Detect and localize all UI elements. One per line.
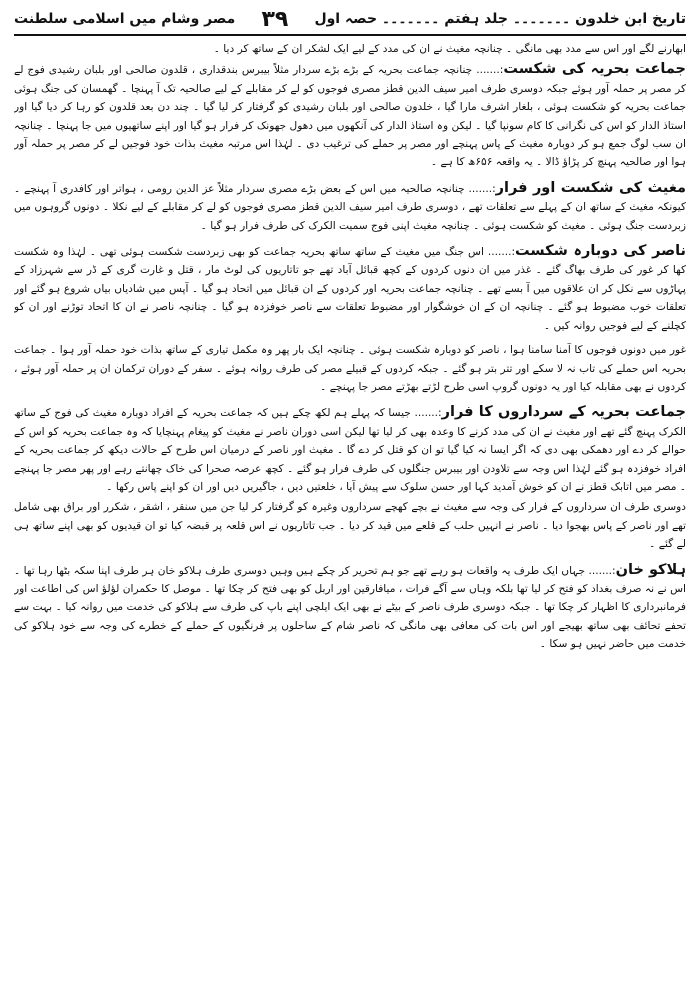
section-heading: ناصر کی دوبارہ شکست	[515, 243, 686, 260]
paragraph-jamaat-defeat	[14, 60, 686, 171]
paragraph-nasir-defeat	[14, 242, 686, 335]
paragraph-text: اس جنگ میں مغیث کے ساتھ ساتھ بحریہ جماعت کو بھی زبردست شکست ہوئی تھی ۔ لہٰذا وہ شکست کھا کر غور کی طرف بھاگ گئے ۔ غذر میں ان دنوں کردوں کے کچھ قبائل آباد تھے جو تاتاریوں کی لوٹ مار ، قتل و غارت گری کے ڈر سے شہرزاد کے پہاڑوں سے نکل کر ان علاقوں میں آ بسے تھے ۔ چنانچہ جماعت بحریہ اور کردوں کے ان قبائل میں اتحاد ہو گیا ۔ آپس میں شادیاں بیاں شروع ہو گئے اور تعلقات خوب مضبوط ہو گئے ۔ چنانچہ ان کے ان خوشگوار اور مضبوط تعلقات سے ناصر خوفزدہ ہو گیا ۔ چنانچہ ناصر نے ان کا اتحاد توڑنے اور ان کو کچلنے کے لیے فوجیں روانہ کیں ۔	[14, 246, 686, 332]
page-body	[14, 40, 686, 977]
paragraph-other-sardars	[14, 498, 686, 553]
paragraph-text: دوسری طرف ان سرداروں کے فرار کی وجہ سے مغیث نے بچے کھچے سرداروں وغیرہ کو گرفتار کر لیا جن میں سنقر ، اشقر ، شکرر اور براق بھی شامل تھے اور ناصر کے پاس بھجوا دیا ۔ ناصر نے انہیں حلب کے قلعے میں قید کر دیا ۔ جب تاتاریوں نے اس قلعہ پر قبضہ کیا تو ان قیدیوں کو بھی اپنے ساتھ ہی لے گئے ۔	[14, 501, 686, 551]
paragraph-ghor	[14, 341, 686, 396]
page-number: ۳۹	[261, 6, 289, 32]
section-heading: مغیث کی شکست اور فرار	[495, 179, 686, 196]
paragraph-text: غور میں دونوں فوجوں کا آمنا سامنا ہوا ، ناصر کو دوبارہ شکست ہوئی ۔ چنانچہ ایک بار پھر وہ مکمل تیاری کے ساتھ بذات خود حملہ آور ہوا ۔ جماعت بحریہ اس حملے کی تاب نہ لا سکے اور تتر بتر ہو گئے ۔ جبکہ کردوں کے قبیلے مصر کی طرف روانہ ہوئے ۔ سفر کے دوران ترکمان ان پر حملہ آور ہوئے ، کردوں نے بھی مقابلہ کیا اور یہ دونوں گروپ اسی طرح لڑتے بھڑتے مصر جا پہنچے ۔	[14, 344, 686, 393]
section-heading: جماعت بحریہ کی شکست	[503, 61, 686, 78]
section-title: مصر وشام میں اسلامی سلطنت	[14, 11, 236, 27]
paragraph-text: چنانچہ صالحیہ میں اس کے بعض بڑے مصری سردار مثلاً عز الدین رومی ، ہواتر اور کافدری آ پہنچے ۔ کیونکہ مغیث کے ساتھ ان کے پہلے سے تعلقات تھے ، دوسری طرف امیر سیف الدین قطز مصری فوجوں کو لے کر مقابلے کے لیے نکلا ۔ دونوں گروہوں میں زبردست جنگ ہوئی ۔ مغیث کو شکست ہوئی ۔ چنانچہ مغیث اپنی فوج سمیت الکرک کی طرف فرار ہو گیا ۔	[14, 182, 686, 232]
paragraph-text: جیسا کہ پہلے ہم لکھ چکے ہیں کہ جماعت بحریہ کے افراد دوبارہ مغیث کی فوج کے ساتھ الکرک پہنچ گئے تھے اور مغیث نے ان کی مدد کرنے کا وعدہ بھی کر لیا تھا لیکن اسی دوران ناصر نے مغیث کو پیغام پہنچایا کہ وہ جماعت بحریہ کو اس کے حوالے کر دے اور دھمکی بھی دی کہ اگر ایسا نہ کیا گیا تو ان کو قتل کر دے گا ۔ مغیث اور ناصر کے درمیان اس طرح کے حالات دیکھ کر جماعت بحریہ کے افراد خوفزدہ ہو گئے لہٰذا اس وجہ سے تلاودن اور بیبرس جنگلوں کی طرف فرار ہو گئے ۔ کچھ عرصہ صحرا کی خاک چھانتے رہے اور پھر مصر جا پہنچے ۔ مصر میں اتابک قطز نے ان کو خوش آمدید کہا اور حسن سلوک سے پیش آیا ، خلعتیں دیں ، جاگیریں دیں اور ان کو اپنے پاس رکھا ۔	[14, 407, 686, 493]
paragraph-sardars-flight	[14, 403, 686, 496]
paragraph-hulagu	[14, 561, 686, 654]
section-heading: جماعت بحریہ کے سرداروں کا فرار	[441, 404, 686, 421]
paragraph-text: چنانچہ جماعت بحریہ کے بڑے بڑے سردار مثلاً بیبرس بندقداری ، قلدون صالحی اور بلبان رشیدی فوج لے کر مصر پر حملہ آور ہوئے جبکہ دوسری طرف امیر سیف الدین قطز مصری فوجوں کو لے کر مقابلے کے لیے صالحیہ تک آ پہنچا ۔ گھمسان کی جنگ ہوئی جماعت بحریہ کو شکست ہوئی ، بلغار اشرف مارا گیا ، خلدون صالحی اور بلبان رشیدی کو گرفتار کر لیا گیا ۔ چند دن بعد قلدون کو رہا کر دیا گیا اور استاذ الدار کو اس کی نگرانی کا کام سونپا گیا ۔ لیکن وہ استاذ الدار کی آنکھوں میں دھول جھونک کر فرار ہو گیا اور اپنے ساتھیوں میں جا پہنچا ۔ چنانچہ ان سب لوگ جمع ہو کر دوبارہ مغیث کے پاس پہنچے اور مصر پر حملے کی ترغیب دی ۔ لہٰذا اس مرتبہ مغیث بذات خود فوجیں لے کر مصر پر حملہ آور ہوا اور صالحیہ پہنچ کر پڑاؤ ڈالا ۔ یہ واقعہ ۶۵۶ھ کا ہے ۔	[14, 64, 686, 169]
heading-leader: :.......	[414, 407, 442, 420]
book-title: تاریخ ابن خلدون ۔۔۔۔۔۔۔ جلد ہفتم ۔۔۔۔۔۔۔ حصہ اول	[314, 11, 686, 27]
heading-leader: :.......	[487, 246, 516, 259]
heading-leader: :.......	[476, 64, 504, 77]
paragraph-text: جہاں ایک طرف یہ واقعات ہو رہے تھے جو ہم تحریر کر چکے ہیں وہیں دوسری طرف ہلاکو خان ہر طرف اپنا سکہ بٹھا رہا تھا ۔ اس نے نہ صرف بغداد کو فتح کر لیا تھا بلکہ وہاں سے آگے فرات ، میافارقین اور اربل کو بھی فتح کر چکا تھا ۔ موصل کا حکمران لؤلؤ اس کی اطاعت اور فرمانبرداری کا اظہار کر چکا تھا ۔ جبکہ دوسری طرف ناصر کے بیٹے نے بھی ایک ایلچی اپنے باپ کی طرف سے ہلاکو کی خدمت میں روانہ کیا ۔ بہت سے تحفے تحائف بھی ساتھ بھیجے اور اس بات کی معافی بھی مانگی کہ ناصر شام کے ساحلوں پر فرنگیوں کے حملے کے خطرے کی وجہ سے خود ہلاکو کی خدمت میں حاضر نہیں ہو سکا ۔	[14, 564, 686, 651]
heading-leader: :.......	[468, 182, 496, 195]
paragraph-mughith-defeat	[14, 179, 686, 235]
paragraph-text: ابھارنے لگے اور اس سے مدد بھی مانگی ۔ چنانچہ مغیث نے ان کی مدد کے لیے ایک لشکر ان کے ساتھ کر دیا ۔	[213, 43, 686, 55]
header-divider	[14, 34, 686, 36]
section-heading: ہلاکو خان	[615, 561, 686, 578]
page-header	[14, 4, 686, 34]
heading-leader: :.......	[588, 564, 616, 577]
paragraph-intro	[14, 40, 686, 58]
